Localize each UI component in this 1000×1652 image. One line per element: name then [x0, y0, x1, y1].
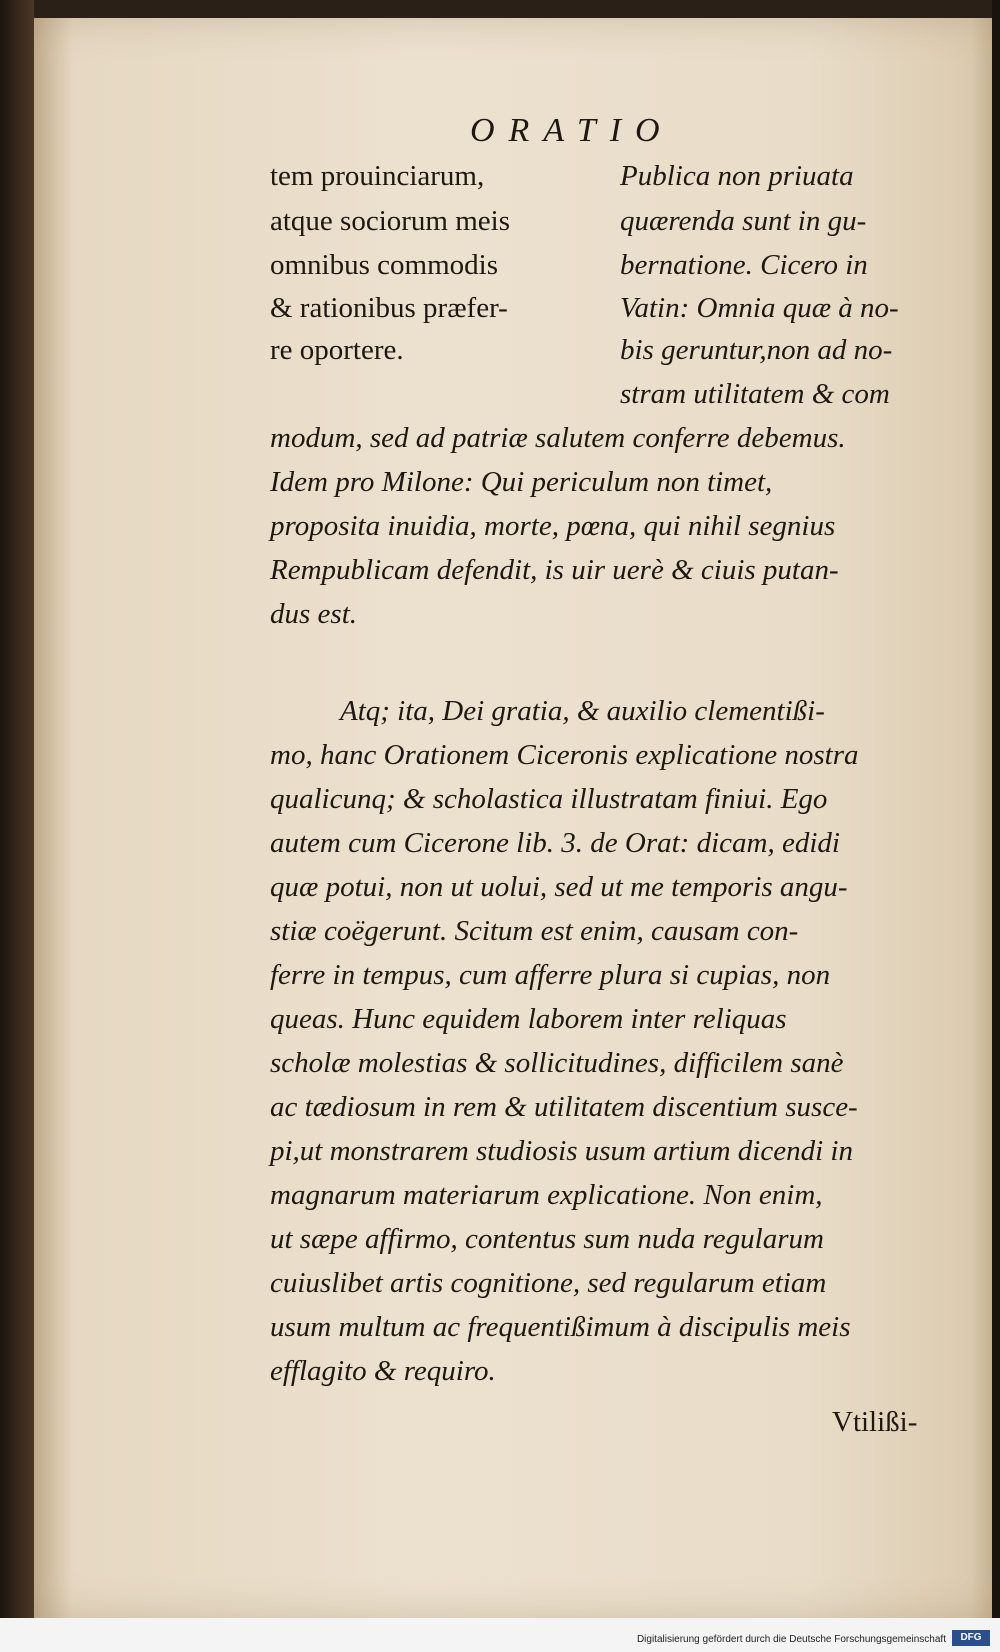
text-line: proposita inuidia, morte, pœna, qui nihil segnius	[270, 510, 836, 542]
right-column-line: stram utilitatem & com	[620, 378, 890, 410]
right-column-line: quærenda sunt in gu-	[620, 205, 867, 237]
right-column-line: Vatin: Omnia quæ à no-	[620, 292, 899, 324]
text-line: stiæ coëgerunt. Scitum est enim, causam con-	[270, 915, 799, 947]
text-line: modum, sed ad patriæ salutem conferre debemus.	[270, 422, 846, 454]
text-line: pi,ut monstrarem studiosis usum artium dicendi in	[270, 1135, 853, 1167]
text-line: ac tædiosum in rem & utilitatem discentium susce-	[270, 1091, 858, 1123]
dfg-logo: DFG	[952, 1630, 990, 1646]
digitization-credit: Digitalisierung gefördert durch die Deutsche Forschungsgemeinschaft	[636, 1634, 946, 1645]
text-line: Idem pro Milone: Qui periculum non timet,	[270, 466, 773, 498]
left-column-line: tem prouinciarum,	[270, 160, 485, 192]
text-line: autem cum Cicerone lib. 3. de Orat: dicam, edidi	[270, 827, 840, 859]
text-line: efflagito & requiro.	[270, 1355, 496, 1387]
text-line: dus est.	[270, 598, 357, 630]
text-line: qualicunq; & scholastica illustratam finiui. Ego	[270, 783, 828, 815]
catchword: Vtilißi-	[832, 1406, 918, 1438]
text-line: cuiuslibet artis cognitione, sed regularum etiam	[270, 1267, 827, 1299]
running-header: ORATIO	[470, 112, 674, 149]
text-line: mo, hanc Orationem Ciceronis explicatione nostra	[270, 739, 859, 771]
page-right-edge	[992, 0, 1000, 1652]
left-column-line: atque sociorum meis	[270, 205, 511, 237]
text-line: ferre in tempus, cum afferre plura si cupias, non	[270, 959, 831, 991]
left-column-line: & rationibus præfer-	[270, 292, 508, 324]
text-line: quæ potui, non ut uolui, sed ut me temporis angu-	[270, 871, 848, 903]
text-line: Rempublicam defendit, is uir uerè & ciuis putan-	[270, 554, 839, 586]
text-line: ut sæpe affirmo, contentus sum nuda regularum	[270, 1223, 824, 1255]
right-column-line: bis geruntur,non ad no-	[620, 334, 893, 366]
text-line: Atq; ita, Dei gratia, & auxilio clementißi-	[340, 695, 825, 727]
text-line: usum multum ac frequentißimum à discipulis meis	[270, 1311, 851, 1343]
right-column-line: bernatione. Cicero in	[620, 249, 868, 281]
right-column-line: Publica non priuata	[620, 160, 854, 192]
text-line: scholæ molestias & sollicitudines, difficilem sanè	[270, 1047, 844, 1079]
book-spine-edge	[0, 0, 34, 1652]
left-column-line: omnibus commodis	[270, 249, 498, 281]
text-line: magnarum materiarum explicatione. Non enim,	[270, 1179, 823, 1211]
text-line: queas. Hunc equidem laborem inter reliquas	[270, 1003, 787, 1035]
left-column-line: re oportere.	[270, 334, 404, 366]
